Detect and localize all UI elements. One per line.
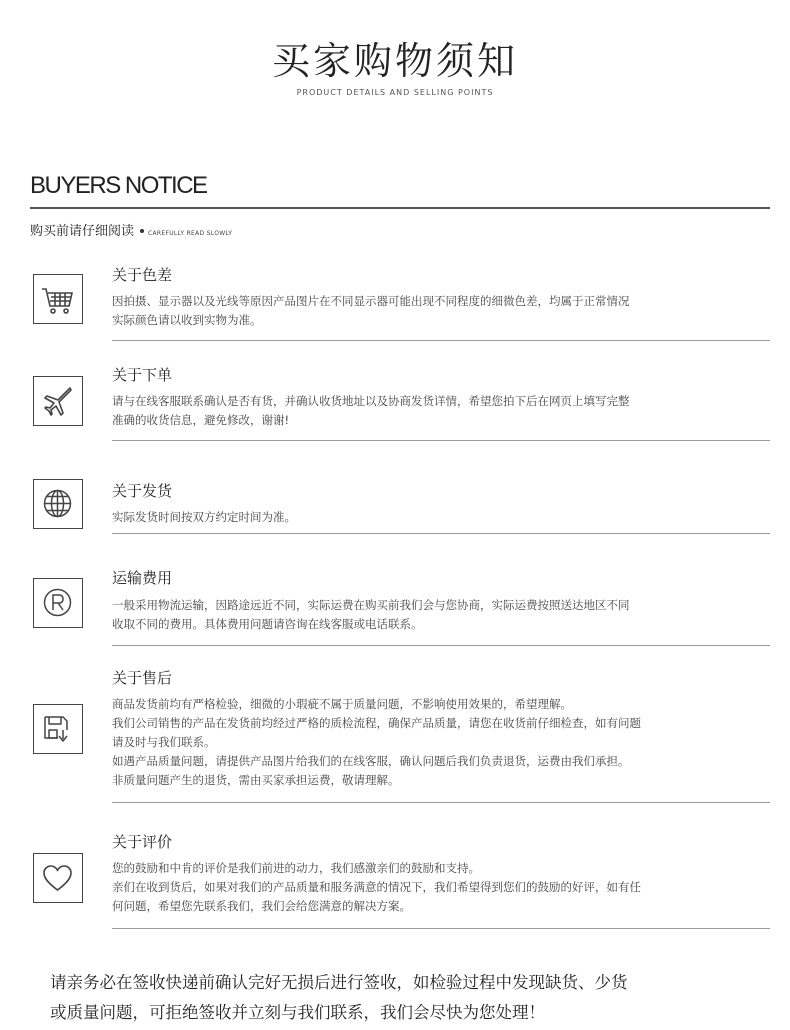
section-line: 因拍摄、显示器以及光线等原因产品图片在不同显示器可能出现不同程度的细微色差，均属于正常情况 [112,294,630,308]
page-header [0,38,790,97]
bullet-dot-icon [140,229,144,233]
section-line: 您的鼓励和中肯的评价是我们前进的动力，我们感激亲们的鼓励和支持。 [112,861,480,875]
section-divider [112,440,770,441]
section-line: 实际发货时间按双方约定时间为准。 [112,510,296,524]
notice-divider [30,207,770,209]
notice-subtitle [30,220,232,239]
section-line: 商品发货前均有严格检验，细微的小瑕疵不属于质量问题，不影响使用效果的，希望理解。 [112,697,572,711]
notice-subtitle-en: CAREFULLY READ SLOWLY [148,230,233,237]
section-line: 亲们在收到货后，如果对我们的产品质量和服务满意的情况下，我们希望得到您们的鼓励的好评，如有任 [112,880,641,894]
footer-line: 或质量问题，可拒绝签收并立刻与我们联系，我们会尽快为您处理！ [50,1003,545,1022]
section-divider [112,802,770,803]
section-divider [112,645,770,646]
section-body [112,596,630,634]
section-line: 请与在线客服联系确认是否有货，并确认收货地址以及协商发货详情，希望您拍下后在网页上填写完整 [112,394,630,408]
footer-note [50,968,750,1028]
footer-line: 请亲务必在签收快递前确认完好无损后进行签收，如检验过程中发现缺货、少货 [50,973,628,992]
section-line: 如遇产品质量问题，请提供产品图片给我们的在线客服，确认问题后我们负责退货，运费由我们承担。 [112,754,630,768]
section-body [112,392,630,430]
section-title: 关于售后 [112,669,173,687]
section-line: 一般采用物流运输，因路途远近不同，实际运费在购买前我们会与您协商，实际运费按照送达地区不同 [112,598,630,612]
section-title: 关于下单 [112,366,173,384]
page-title: 买家购物须知 [271,39,518,83]
page-subtitle: PRODUCT DETAILS AND SELLING POINTS [296,88,494,97]
section-body [112,292,630,330]
registered-icon [33,578,83,628]
section-line: 我们公司销售的产品在发货前均经过严格的质检流程，确保产品质量，请您在收货前仔细检查，如有问题 [112,716,641,730]
section-body [112,695,641,790]
section-title: 关于发货 [112,482,173,500]
section-divider [112,928,770,929]
section-divider [112,340,770,341]
section-line: 准确的收货信息，避免修改，谢谢! [112,413,290,427]
section-title: 运输费用 [112,569,173,587]
shopping-cart-icon [33,274,83,324]
section-title: 关于色差 [112,266,173,284]
airplane-icon [33,376,83,426]
globe-icon [33,479,83,529]
section-divider [112,533,770,534]
notice-title: BUYERS NOTICE [30,172,207,199]
heart-icon [33,853,83,903]
notice-subtitle-cn: 购买前请仔细阅读 [30,224,135,239]
save-download-icon [33,704,83,754]
section-line: 请及时与我们联系。 [112,735,216,749]
section-line: 实际颜色请以收到实物为准。 [112,313,262,327]
section-line: 收取不同的费用。具体费用问题请咨询在线客服或电话联系。 [112,617,423,631]
section-line: 非质量问题产生的退货，需由买家承担运费，敬请理解。 [112,773,400,787]
section-body [112,859,641,916]
section-title: 关于评价 [112,833,173,851]
section-line: 何问题，希望您先联系我们，我们会给您满意的解决方案。 [112,899,411,913]
section-body [112,508,296,527]
